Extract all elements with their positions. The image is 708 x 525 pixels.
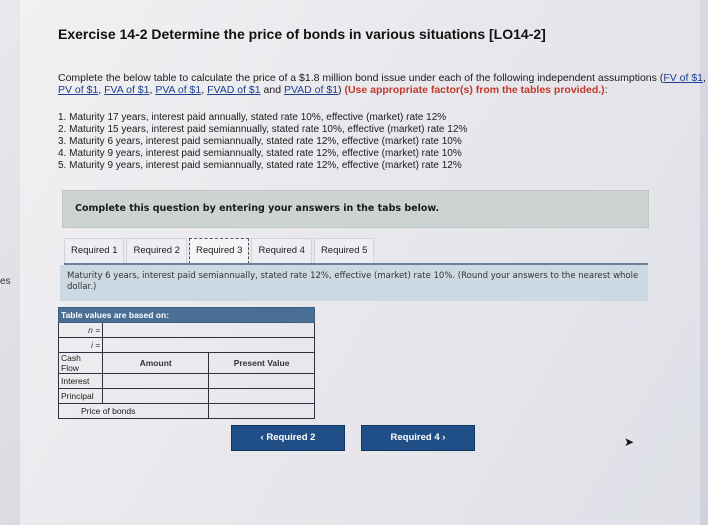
principal-pv-input[interactable] (211, 390, 312, 403)
chevron-right-icon: › (442, 432, 446, 443)
list-item: 5. Maturity 9 years, interest paid semiannually, stated rate 12%, effective (market) rate 12% (58, 160, 462, 171)
col-header-amount: Amount (103, 353, 209, 374)
interest-pv-cell[interactable] (209, 374, 315, 389)
page (20, 0, 706, 525)
link-fv[interactable]: FV of $1 (663, 72, 704, 84)
tab-required-4[interactable]: Required 4 (251, 238, 311, 264)
requirement-text: Maturity 6 years, interest paid semiannually, stated rate 12%, effective (market) rate 10%. (Round your answers to the nearest whole dollar.) (67, 271, 639, 292)
assumption-list (58, 112, 467, 172)
link-fva[interactable]: FVA of $1 (104, 84, 150, 96)
i-input-cell[interactable] (103, 338, 315, 353)
link-fvad[interactable]: FVAD of $1 (207, 84, 261, 96)
tab-bar (64, 238, 376, 264)
link-pv[interactable]: PV of $1 (58, 84, 99, 96)
link-pvad[interactable]: PVAD of $1 (283, 84, 339, 96)
col-header-cash-flow: Cash Flow (59, 353, 103, 374)
col-header-present-value: Present Value (209, 353, 315, 374)
price-of-bonds-input[interactable] (211, 405, 312, 418)
row-label-interest: Interest (59, 374, 103, 389)
intro: Complete the below table to calculate the price of a $1.8 million bond issue under each of the following independent assumptions (FV of $1, PV of $1, FVA of $1, PVA of $1, FVAD of $1 and PVAD of $1) (Use appropriate factor(s) from the tables provided.): (58, 72, 706, 96)
chevron-left-icon: ‹ (260, 432, 264, 443)
interest-amount-cell[interactable] (103, 374, 209, 389)
n-label: n = (59, 323, 103, 338)
requirement-panel (60, 265, 648, 301)
principal-amount-input[interactable] (105, 390, 206, 403)
n-input-cell[interactable] (103, 323, 315, 338)
prev-button-label: Required 2 (266, 432, 316, 443)
row-label-price-of-bonds: Price of bonds (59, 404, 209, 419)
question-instruction: Complete this question by entering your answers in the tabs below. (75, 203, 440, 214)
n-input[interactable] (105, 324, 312, 337)
list-item: 3. Maturity 6 years, interest paid semiannually, stated rate 12%, effective (market) rate 10% (58, 136, 462, 147)
price-of-bonds-cell[interactable] (209, 404, 315, 419)
i-input[interactable] (105, 339, 312, 352)
intro-text: Complete the below table to calculate the price of a $1.8 million bond issue under each of the following independent assumptions (58, 72, 657, 84)
row-label-principal: Principal (59, 389, 103, 404)
interest-amount-input[interactable] (105, 375, 206, 388)
exercise-title: Exercise 14-2 Determine the price of bonds in various situations [LO14-2] (58, 26, 546, 42)
i-label: i = (59, 338, 103, 353)
pv-table (58, 307, 315, 419)
question-instruction-bar (62, 190, 649, 228)
tab-required-5[interactable]: Required 5 (314, 238, 374, 264)
next-button-label: Required 4 (390, 432, 440, 443)
mouse-pointer-icon: ➤ (624, 435, 635, 449)
tab-required-1[interactable]: Required 1 (64, 238, 124, 264)
table-row (59, 389, 315, 404)
prev-required-button[interactable] (231, 425, 345, 451)
tab-required-3[interactable]: Required 3 (189, 238, 249, 264)
list-item: 4. Maturity 9 years, interest paid semiannually, stated rate 12%, effective (market) rate 10% (58, 148, 462, 159)
link-pva[interactable]: PVA of $1 (155, 84, 202, 96)
principal-pv-cell[interactable] (209, 389, 315, 404)
principal-amount-cell[interactable] (103, 389, 209, 404)
list-item: 2. Maturity 15 years, interest paid semiannually, stated rate 10%, effective (market) rate 12% (58, 124, 468, 135)
table-row (59, 374, 315, 389)
intro-note: (Use appropriate factor(s) from the tables provided.) (344, 84, 605, 96)
interest-pv-input[interactable] (211, 375, 312, 388)
list-item: 1. Maturity 17 years, interest paid annually, stated rate 10%, effective (market) rate 12% (58, 112, 447, 123)
table-header: Table values are based on: (59, 308, 315, 323)
tab-required-2[interactable]: Required 2 (126, 238, 186, 264)
table-row (59, 404, 315, 419)
next-required-button[interactable] (361, 425, 475, 451)
edge-label: es (0, 276, 11, 287)
